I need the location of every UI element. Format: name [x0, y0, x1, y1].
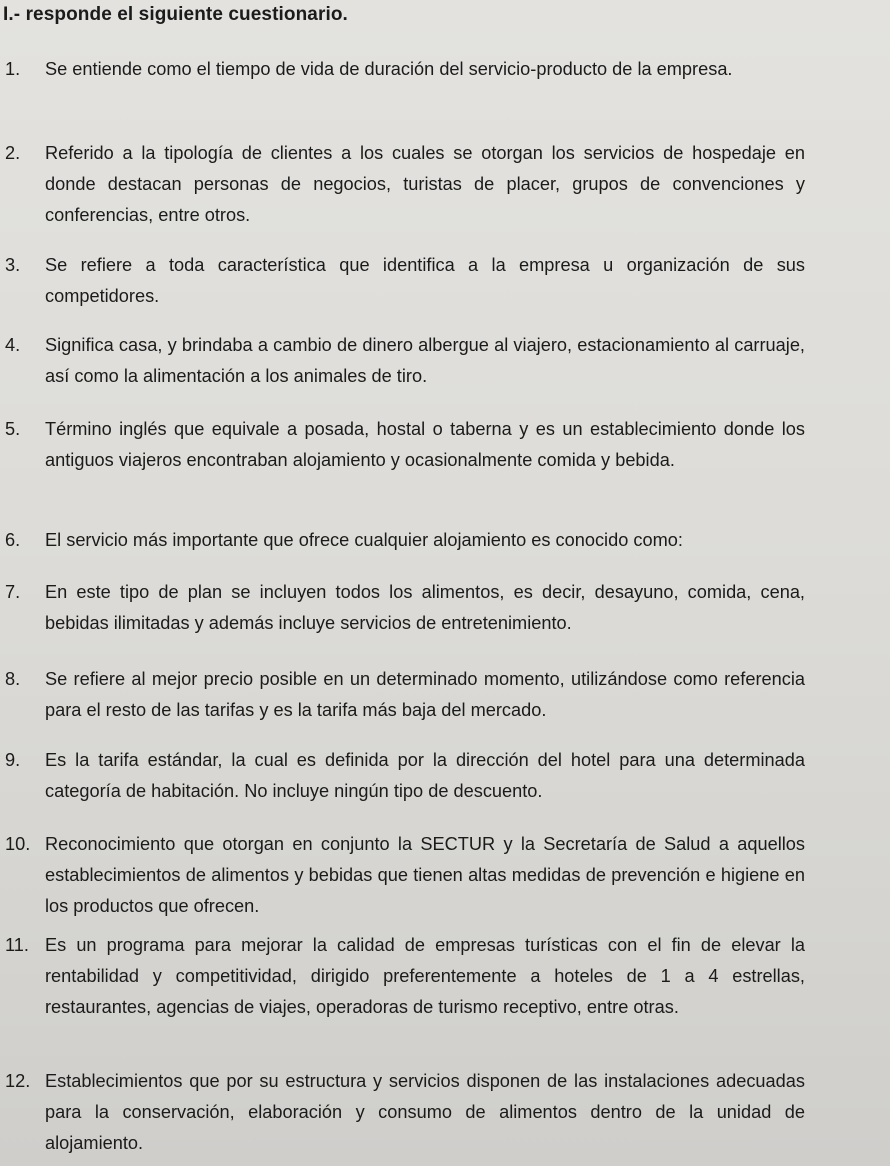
question-1: [5, 54, 805, 85]
question-number: 4.: [5, 335, 21, 355]
question-text: Se refiere al mejor precio posible en un determinado momento, utilizándose como referencia para el resto de las tarifas y es la tarifa más baja del mercado.: [45, 669, 805, 720]
question-text: El servicio más importante que ofrece cualquier alojamiento es conocido como:: [45, 530, 683, 550]
question-text: Se refiere a toda característica que identifica a la empresa u organización de sus competidores.: [45, 255, 805, 306]
question-number: 10.: [5, 834, 31, 854]
question-9: [5, 745, 805, 807]
question-number: 3.: [5, 255, 21, 275]
question-2: [5, 138, 805, 231]
question-text: Es la tarifa estándar, la cual es definida por la dirección del hotel para una determinada categoría de habitación. No incluye ningún tipo de descuento.: [45, 750, 805, 801]
question-4: [5, 330, 805, 392]
question-10: [5, 829, 805, 922]
question-text: Significa casa, y brindaba a cambio de dinero albergue al viajero, estacionamiento al carruaje, así como la alimentación a los animales de tiro.: [45, 335, 805, 386]
question-number: 12.: [5, 1071, 31, 1091]
question-text: Término inglés que equivale a posada, hostal o taberna y es un establecimiento donde los antiguos viajeros encontraban alojamiento y ocasionalmente comida y bebida.: [45, 419, 805, 470]
question-7: [5, 577, 805, 639]
questionnaire-heading: I.- responde el siguiente cuestionario.: [3, 4, 348, 25]
question-number: 6.: [5, 530, 21, 550]
question-text: Referido a la tipología de clientes a los cuales se otorgan los servicios de hospedaje en donde destacan personas de negocios, turistas de placer, grupos de convenciones y conferencias, entre otros.: [45, 143, 805, 225]
question-number: 11.: [5, 935, 29, 955]
question-text: Reconocimiento que otorgan en conjunto la SECTUR y la Secretaría de Salud a aquellos establecimientos de alimentos y bebidas que tienen altas medidas de prevención e higiene en los productos que ofrecen.: [45, 834, 805, 916]
question-8: [5, 664, 805, 726]
question-number: 8.: [5, 669, 21, 689]
question-number: 9.: [5, 750, 21, 770]
question-3: [5, 250, 805, 312]
question-12: [5, 1066, 805, 1159]
question-6: [5, 525, 805, 556]
question-number: 5.: [5, 419, 21, 439]
question-text: En este tipo de plan se incluyen todos los alimentos, es decir, desayuno, comida, cena, bebidas ilimitadas y además incluye servicios de entretenimiento.: [45, 582, 805, 633]
question-text: Se entiende como el tiempo de vida de duración del servicio-producto de la empresa.: [45, 59, 733, 79]
question-number: 2.: [5, 143, 21, 163]
question-11: [5, 930, 805, 1023]
question-text: Establecimientos que por su estructura y servicios disponen de las instalaciones adecuadas para la conservación, elaboración y consumo de alimentos dentro de la unidad de alojamiento.: [45, 1071, 805, 1153]
question-text: Es un programa para mejorar la calidad de empresas turísticas con el fin de elevar la rentabilidad y competitividad, dirigido preferentemente a hoteles de 1 a 4 estrellas, restaurantes, agencias de viajes, operadoras de turismo receptivo, entre otras.: [45, 935, 805, 1017]
question-number: 7.: [5, 582, 21, 602]
question-number: 1.: [5, 59, 21, 79]
question-5: [5, 414, 805, 476]
